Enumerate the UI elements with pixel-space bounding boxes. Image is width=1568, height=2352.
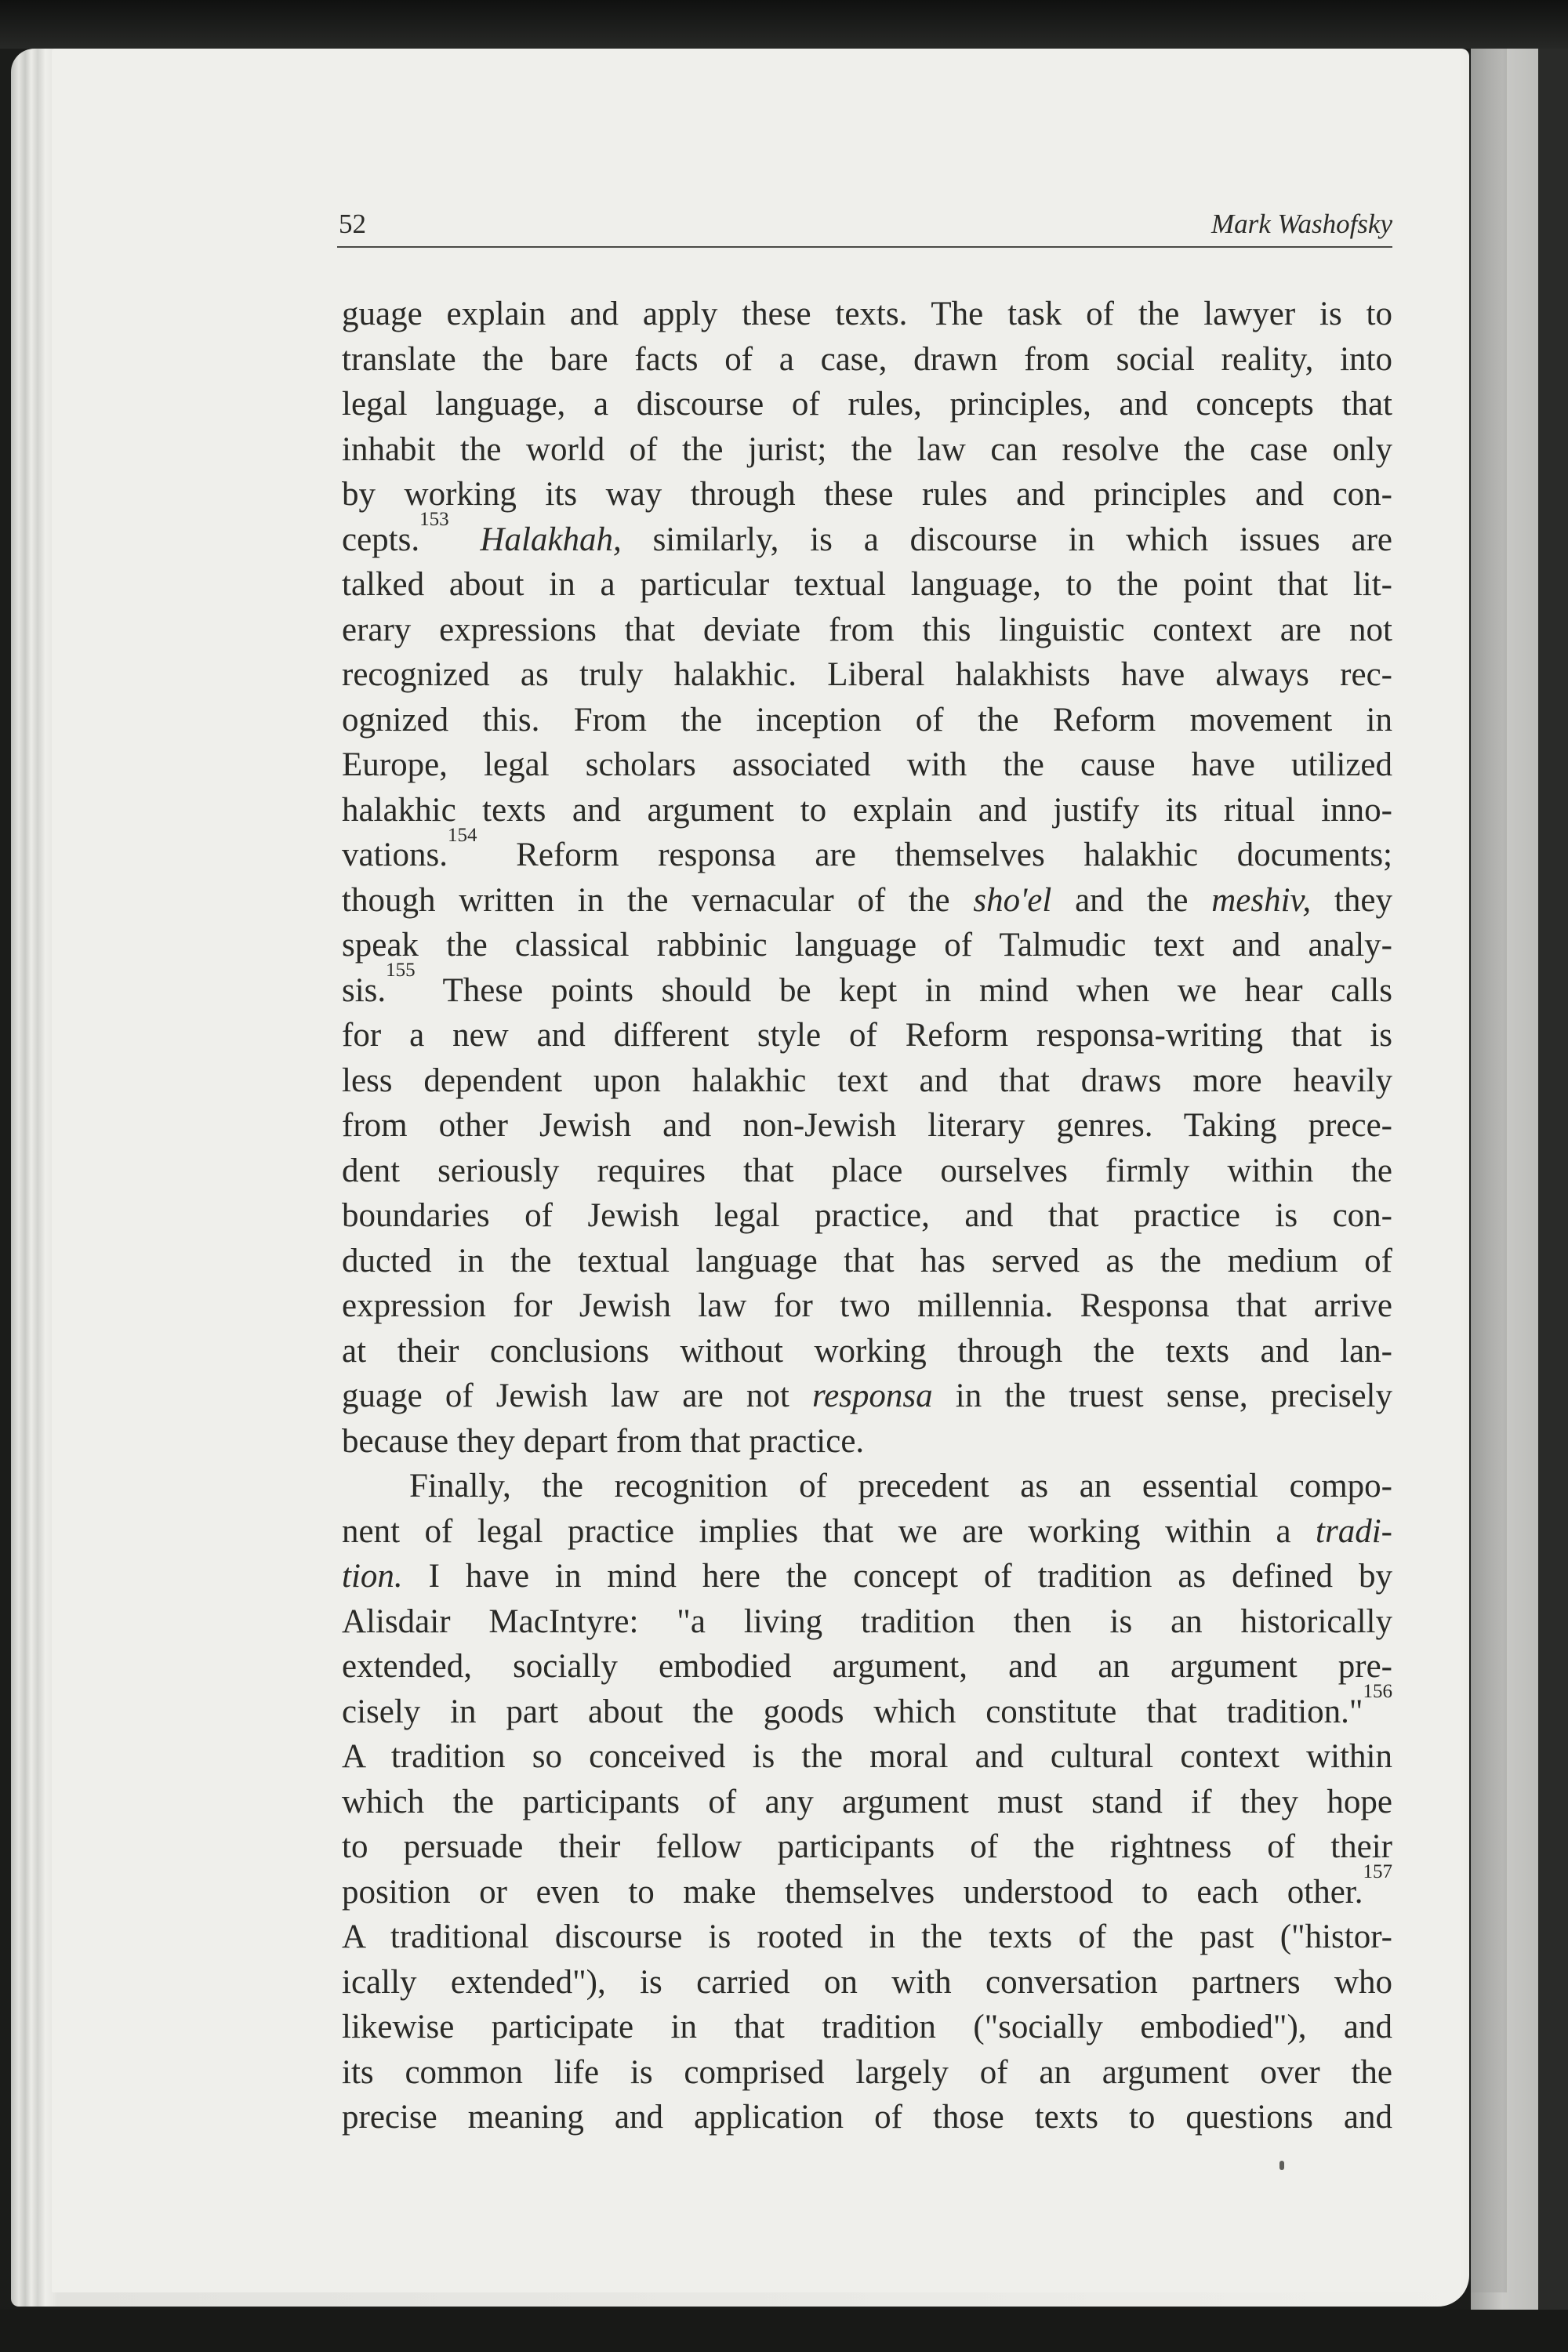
footnote-ref-154[interactable]: 154: [447, 824, 477, 846]
ink-speck: [1279, 2161, 1284, 2170]
text-line: Alisdair MacIntyre: "a living tradition then is an historically: [342, 1602, 1392, 1640]
text-line: halakhic texts and argument to explain and justify its ritual inno-: [342, 791, 1392, 829]
text-run: though written in the vernacular of the: [342, 881, 974, 919]
italic-term: tradi-: [1316, 1512, 1392, 1550]
text-line: expression for Jewish law for two millennia. Responsa that arrive: [342, 1287, 1392, 1324]
text-line: to persuade their fellow participants of the rightness of their: [342, 1828, 1392, 1865]
paragraph-start-line: Finally, the recognition of precedent as an essential compo-: [409, 1468, 1392, 1504]
text-run: Reform responsa are themselves halakhic documents;: [477, 837, 1392, 873]
text-line: for a new and different style of Reform responsa-writing that is: [342, 1017, 1392, 1054]
text-line: its common life is comprised largely of an argument over the: [342, 2053, 1392, 2091]
text-run: nent of legal practice implies that we are working within a: [342, 1512, 1316, 1550]
text-line: less dependent upon halakhic text and that draws more heavily: [342, 1062, 1392, 1099]
text-run: vations.: [342, 837, 448, 873]
text-run: they: [1311, 881, 1392, 919]
book-spine: [1538, 49, 1568, 2322]
text-line: [342, 1681, 1392, 1735]
text-line: ducted in the textual language that has served as the medium of: [342, 1242, 1392, 1279]
text-run: guage of Jewish law are not: [342, 1377, 812, 1414]
text-run: in the truest sense, precisely: [932, 1377, 1392, 1414]
text-line: boundaries of Jewish legal practice, and that practice is con-: [342, 1197, 1392, 1234]
scan-background-top: [0, 0, 1568, 49]
text-line: translate the bare facts of a case, drawn from social reality, into: [342, 340, 1392, 378]
footnote-ref-153[interactable]: 153: [419, 509, 449, 531]
text-line: A traditional discourse is rooted in the texts of the past ("histor-: [342, 1918, 1392, 1955]
text-run: cepts.: [342, 521, 420, 558]
text-line: recognized as truly halakhic. Liberal halakhists have always rec-: [342, 656, 1392, 693]
italic-term: sho'el: [973, 881, 1052, 919]
gutter-shadow: [1460, 49, 1507, 2292]
text-run: sis.: [342, 971, 387, 1009]
text-line: precise meaning and application of those texts to questions and: [342, 2099, 1392, 2136]
text-line: [342, 824, 1392, 878]
text-line: [342, 1861, 1392, 1915]
italic-term: responsa: [811, 1377, 933, 1414]
running-head-author: Mark Washofsky: [1210, 209, 1392, 239]
scan-background-bottom: [0, 2310, 1568, 2352]
text-line: extended, socially embodied argument, and an argument pre-: [342, 1648, 1392, 1685]
text-line: ically extended"), is carried on with conversation partners who: [342, 1963, 1392, 2001]
text-line: ognized this. From the inception of the Reform movement in: [342, 701, 1392, 739]
text-line: inhabit the world of the jurist; the law can resolve the case only: [342, 430, 1392, 468]
text-run: I have in mind here the concept of tradition as defined by: [402, 1558, 1392, 1595]
text-line: [342, 509, 1392, 563]
text-line: [342, 1554, 1392, 1599]
text-line: because they depart from that practice.: [342, 1422, 865, 1460]
body-text: [342, 292, 1392, 2140]
text-line: speak the classical rabbinic language of Talmudic text and analy-: [342, 927, 1392, 964]
text-line: Europe, legal scholars associated with the cause have utilized: [342, 746, 1392, 783]
italic-term: Halakhah,: [480, 521, 622, 558]
text-run: These points should be kept in mind when we hear calls: [415, 971, 1392, 1009]
text-line: by working its way through these rules and principles and con-: [342, 476, 1392, 513]
text-line: from other Jewish and non-Jewish literary genres. Taking prece-: [342, 1107, 1392, 1144]
text-line: dent seriously requires that place ourselves firmly within the: [342, 1152, 1392, 1189]
footnote-ref-156[interactable]: 156: [1363, 1681, 1392, 1703]
text-run: cisely in part about the goods which constitute that tradition.": [342, 1693, 1363, 1730]
text-line: guage explain and apply these texts. The task of the lawyer is to: [342, 296, 1392, 332]
text-line: which the participants of any argument must stand if they hope: [342, 1783, 1392, 1820]
text-line: erary expressions that deviate from this linguistic context are not: [342, 611, 1392, 648]
footnote-ref-157[interactable]: 157: [1363, 1861, 1392, 1883]
text-line: [342, 878, 1392, 924]
page-number: 52: [339, 209, 366, 239]
text-line: likewise participate in that tradition ("socially embodied"), and: [342, 2009, 1392, 2045]
text-line: talked about in a particular textual language, to the point that lit-: [342, 566, 1392, 603]
text-run: and the: [1051, 881, 1212, 919]
text-run: similarly, is a discourse in which issues are: [621, 521, 1392, 558]
text-line: [342, 960, 1392, 1014]
text-line: [342, 1509, 1392, 1555]
italic-term: tion.: [342, 1558, 403, 1595]
italic-term: meshiv,: [1211, 881, 1312, 919]
footnote-ref-155[interactable]: 155: [386, 960, 416, 982]
text-line: [342, 1374, 1392, 1419]
running-head: [337, 205, 1392, 248]
text-line: legal language, a discourse of rules, principles, and concepts that: [342, 386, 1392, 423]
text-line: at their conclusions without working through the texts and lan-: [342, 1332, 1392, 1370]
text-line: A tradition so conceived is the moral and cultural context within: [342, 1738, 1392, 1775]
text-run: position or even to make themselves understood to each other.: [342, 1873, 1363, 1911]
